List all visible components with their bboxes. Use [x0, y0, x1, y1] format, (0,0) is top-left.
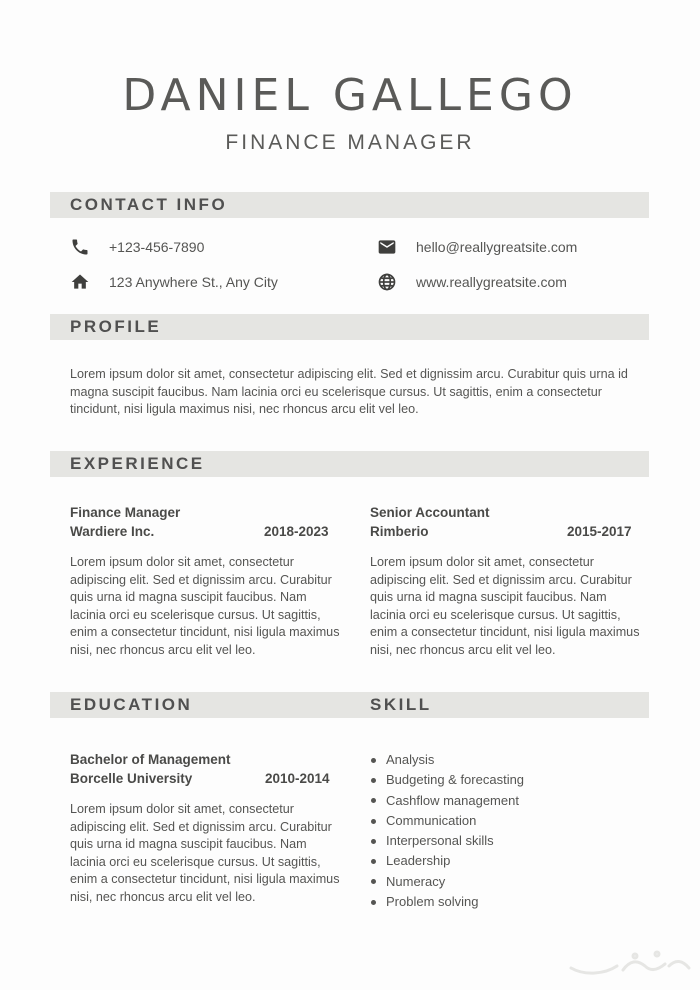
profile-text: Lorem ipsum dolor sit amet, consectetur adipiscing elit. Sed et dignissim arcu. Curabitur quis urna id magna suscipit faucibus. Nam lacinia orci eu scelerisque cursus. Ut sagittis, enim a consectetur tincidunt, nisi ligula maximus nisi, nec rhoncus arcu elit vel leo. [70, 367, 628, 417]
experience-heading: EXPERIENCE [70, 454, 205, 473]
job-2-title: Senior Accountant [370, 505, 490, 520]
resume-name: DANIEL GALLEGO [122, 70, 578, 121]
skill-heading: SKILL [370, 695, 432, 714]
skill-item: Interpersonal skills [371, 831, 524, 851]
website-text: www.reallygreatsite.com [416, 274, 567, 290]
skill-item: Analysis [371, 750, 524, 770]
phone-text: +123-456-7890 [109, 239, 205, 255]
skill-list [371, 750, 524, 912]
job-1-years: 2018-2023 [264, 524, 329, 539]
contact-address [70, 272, 278, 292]
skill-item: Numeracy [371, 872, 524, 892]
phone-icon [70, 237, 90, 257]
education-school: Borcelle University [70, 771, 193, 786]
globe-icon [377, 272, 397, 292]
address-text: 123 Anywhere St., Any City [109, 274, 278, 290]
education-degree: Bachelor of Management [70, 752, 231, 767]
job-2-years: 2015-2017 [567, 524, 632, 539]
education-description: Lorem ipsum dolor sit amet, consectetur adipiscing elit. Sed et dignissim arcu. Curabitur quis urna id magna suscipit faucibus. Nam lacinia orci eu scelerisque cursus. Ut sagittis, enim a consectetur tincidunt, nisi ligula maximus nisi, nec rhoncus arcu elit vel leo. [70, 802, 340, 904]
contact-heading: CONTACT INFO [70, 195, 228, 214]
skill-item: Communication [371, 811, 524, 831]
resume-job-title: FINANCE MANAGER [225, 131, 475, 154]
email-text: hello@reallygreatsite.com [416, 239, 578, 255]
contact-website [377, 272, 567, 292]
contact-email [377, 237, 577, 257]
education-heading: EDUCATION [70, 695, 193, 714]
skill-item: Cashflow management [371, 791, 524, 811]
skill-item: Leadership [371, 851, 524, 871]
home-icon [70, 272, 90, 292]
envelope-icon [377, 237, 397, 257]
job-1-company: Wardiere Inc. [70, 524, 155, 539]
job-2-company: Rimberio [370, 524, 429, 539]
job-1-description: Lorem ipsum dolor sit amet, consectetur adipiscing elit. Sed et dignissim arcu. Curabitur quis urna id magna suscipit faucibus. Nam lacinia orci eu scelerisque cursus. Ut sagittis, enim a consectetur tincidunt, nisi ligula maximus nisi, nec rhoncus arcu elit vel leo. [70, 555, 340, 657]
watermark-logo [565, 946, 695, 980]
education-years: 2010-2014 [265, 771, 330, 786]
job-1-title: Finance Manager [70, 505, 181, 520]
profile-heading: PROFILE [70, 317, 162, 336]
contact-phone [70, 237, 204, 257]
job-2-description: Lorem ipsum dolor sit amet, consectetur adipiscing elit. Sed et dignissim arcu. Curabitur quis urna id magna suscipit faucibus. Nam lacinia orci eu scelerisque cursus. Ut sagittis, enim a consectetur tincidunt, nisi ligula maximus nisi, nec rhoncus arcu elit vel leo. [370, 555, 640, 657]
skill-item: Budgeting & forecasting [371, 770, 524, 790]
skill-item: Problem solving [371, 892, 524, 912]
